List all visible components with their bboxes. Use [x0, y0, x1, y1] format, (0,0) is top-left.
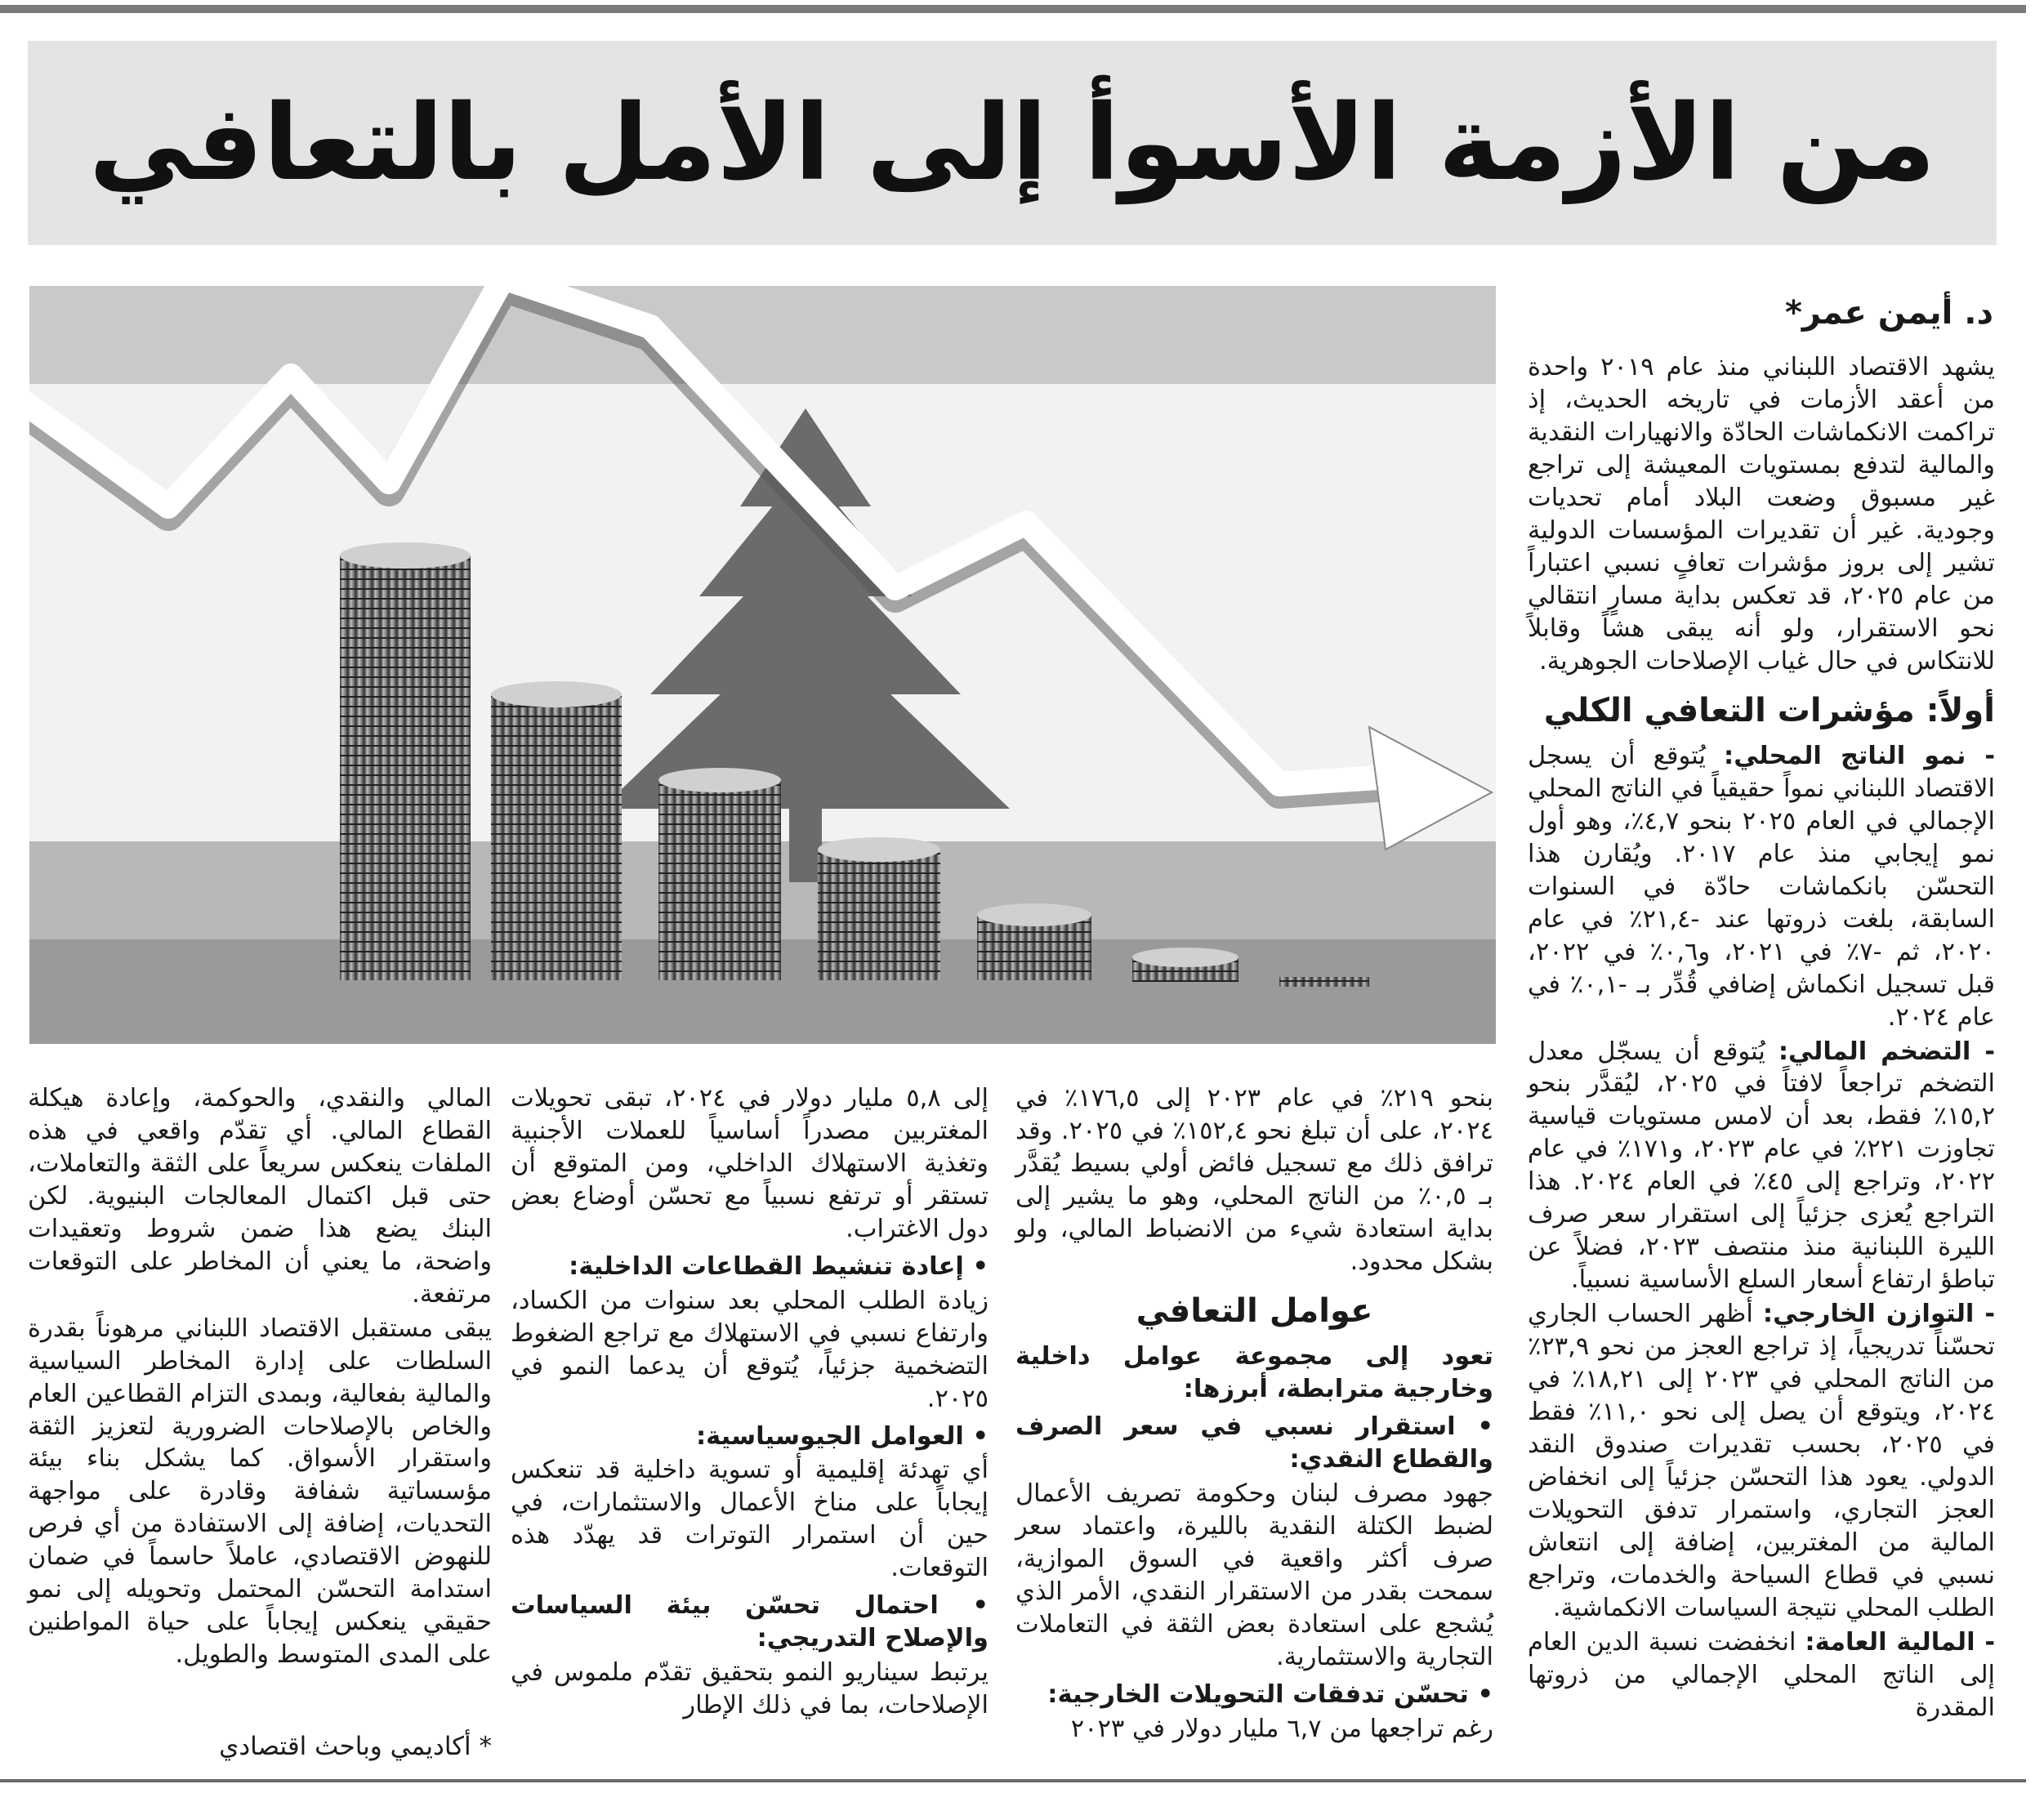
geopolitics-text: أي تهدئة إقليمية أو تسوية داخلية قد تنعكس إيجاباً على مناخ الأعمال والاستثمارات، في حين أن استمرار التوترات قد يهدّد هذه التوقعات. [511, 1456, 989, 1583]
section-heading-factors: عوامل التعافي [1136, 1291, 1373, 1330]
author-footnote: * أكاديمي وباحث اقتصادي [219, 1732, 492, 1761]
external-paragraph [1528, 1298, 1995, 1625]
section-heading-indicators: أولاً: مؤشرات التعافي الكلي [1543, 691, 1995, 729]
exchange-stability-text: جهود مصرف لبنان وحكومة تصريف الأعمال لضبط الكتلة النقدية بالليرة، واعتماد سعر صرف أكثر واقعية في السوق الموازية، سمحت بقدر من الاستقرار النقدي، الأمر الذي يُشجع على استعادة بعض الثقة في التعاملات التجارية والاستثمارية. [1015, 1479, 1493, 1671]
remittances-text: رغم تراجعها من ٦,٧ مليار دولار في ٢٠٢٣ [1070, 1714, 1493, 1743]
column-3 [511, 1082, 989, 1724]
gdp-paragraph [1528, 740, 1995, 1034]
gdp-text: يُتوقع أن يسجل الاقتصاد اللبناني نمواً حقيقياً في الناتج المحلي الإجمالي في العام ٢٠٢٥ بنحو ٤,٧٪، وهو أول نمو إيجابي منذ عام ٢٠١٧. ويُقارن هذا التحسّن بانكماشات حادّة في السنوات السابقة، بلغت ذروتها عند -٢١,٤٪ في عام ٢٠٢٠، ثم -٧٪ في ٢٠٢١، و٠,٦٪ في ٢٠٢٢، قبل تسجيل انكماش إضافي قُدِّر بـ -٠,١٪ في عام ٢٠٢٤. [1528, 741, 1995, 1032]
fiscal-text: انخفضت نسبة الدين العام إلى الناتج المحلي الإجمالي من ذروتها المقدرة [1528, 1627, 1995, 1722]
bullet-policy-reform: • احتمال تحسّن بيئة السياسات والإصلاح التدريجي: [511, 1591, 989, 1653]
gdp-lead: - نمو الناتج المحلي: [1724, 741, 1995, 770]
fiscal-paragraph [1528, 1626, 1995, 1724]
article-photo [29, 286, 1496, 1044]
coin-stack [658, 780, 781, 980]
conclusion-paragraph: يبقى مستقبل الاقتصاد اللبناني مرهوناً بقدرة السلطات على إدارة المخاطر السياسية والمالية بفعالية، وبمدى التزام القطاعين العام والخاص بالإصلاحات الضرورية لتعزيز الثقة واستقرار الأسواق. كما يشكل بناء بيئة مؤسساتية شفافة وقادرة على مواجهة التحديات، إضافة إلى الاستفادة من أي فرص للنهوض الاقتصادي، عاملاً حاسماً في ضمان استدامة التحسّن المحتمل وتحويله إلى نمو حقيقي ينعكس إيجاباً على حياة المواطنين على المدى المتوسط والطويل. [28, 1314, 492, 1670]
headline: من الأزمة الأسوأ إلى الأمل بالتعافي [88, 82, 1936, 204]
coin-stack [818, 850, 940, 980]
inflation-lead: - التضخم المالي: [1778, 1037, 1995, 1066]
coin-stack [491, 694, 622, 980]
coin-stack [1279, 977, 1369, 987]
external-text: أظهر الحساب الجاري تحسّناً تدريجياً، إذ تراجع العجز من نحو ٢٣,٩٪ من الناتج المحلي في ٢٠٢٣ إلى ١٨,٢١٪ في ٢٠٢٤، ويتوقع أن يصل إلى نحو ١١,٠٪ فقط في ٢٠٢٥، بحسب تقديرات صندوق النقد الدولي. يعود هذا التحسّن جزئياً إلى انخفاض العجز التجاري، واستمرار تدفق التحويلات المالية من المغتربين، إضافة إلى انتعاش نسبي في قطاع السياحة والخدمات، وتراجع الطلب المحلي نتيجة السياسات الانكماشية. [1528, 1300, 1995, 1622]
external-lead: - التوازن الخارجي: [1762, 1300, 1996, 1329]
bullet-domestic-sectors: • إعادة تنشيط القطاعات الداخلية: [569, 1251, 989, 1281]
photo-illustration [29, 286, 1496, 1044]
bullet-geopolitics: • العوامل الجيوسياسية: [695, 1421, 989, 1451]
inflation-paragraph [1528, 1036, 1995, 1297]
column-1 [1528, 351, 1995, 1726]
domestic-sectors-text: زيادة الطلب المحلي بعد سنوات من الكساد، وارتفاع نسبي في الاستهلاك مع تراجع الضغوط التضخمية جزئياً، يُتوقع أن يدعما النمو في ٢٠٢٥. [511, 1286, 989, 1413]
top-rule [0, 5, 2026, 13]
bottom-rule [0, 1779, 2026, 1782]
inflation-text: يُتوقع أن يسجّل معدل التضخم تراجعاً لافتاً في ٢٠٢٥، ليُقدَّر بنحو ١٥,٢٪ فقط، بعد أن لامس مستويات قياسية تجاوزت ٢٢١٪ في عام ٢٠٢٣، و١٧١٪ في عام ٢٠٢٢، وتراجع إلى ٤٥٪ في العام ٢٠٢٤. هذا التراجع يُعزى جزئياً إلى استقرار سعر صرف الليرة اللبنانية منذ منتصف ٢٠٢٣، فضلاً عن تباطؤ ارتفاع أسعار السلع الأساسية نسبياً. [1528, 1037, 1995, 1295]
coin-stack [340, 555, 471, 980]
remittances-continued: إلى ٥,٨ مليار دولار في ٢٠٢٤، تبقى تحويلات المغتربين مصدراً أساسياً للعملات الأجنبية وتغذية الاستهلاك الداخلي، ومن المتوقع أن تستقر أو ترتفع نسبياً مع تحسّن أوضاع بعض دول الاغتراب. [511, 1084, 989, 1243]
headline-banner [28, 41, 1997, 245]
byline: د. أيمن عمر* [1784, 294, 1993, 332]
bullet-remittances: • تحسّن تدفقات التحويلات الخارجية: [1047, 1679, 1493, 1709]
fiscal-continued: بنحو ٢١٩٪ في عام ٢٠٢٣ إلى ١٧٦,٥٪ في ٢٠٢٤، على أن تبلغ نحو ١٥٢,٤٪ في ٢٠٢٥. وقد ترافق ذلك مع تسجيل فائض أولي بسيط يُقدَّر بـ ٠,٥٪ من الناتج المحلي، وهو ما يشير إلى بداية استعادة شيء من الانضباط المالي، ولو بشكل محدود. [1015, 1084, 1494, 1276]
reform-continued: المالي والنقدي، والحوكمة، وإعادة هيكلة القطاع المالي. أي تقدّم واقعي في هذه الملفات ينعكس سريعاً على الثقة والتعاملات، حتى قبل اكتمال المعالجات البنيوية. لكن البنك يضع هذا ضمن شروط وتعقيدات واضحة، ما يعني أن المخاطر على التوقعات مرتفعة. [28, 1084, 492, 1309]
factors-intro: تعود إلى مجموعة عوامل داخلية وخارجية مترابطة، أبرزها: [1015, 1342, 1493, 1404]
flag-band-top [29, 286, 1496, 384]
bullet-exchange-stability: • استقرار نسبي في سعر الصرف والقطاع النقدي: [1015, 1412, 1493, 1474]
column-4 [28, 1082, 492, 1673]
policy-reform-text: يرتبط سيناريو النمو بتحقيق تقدّم ملموس في الإصلاحات، بما في ذلك الإطار [511, 1658, 989, 1720]
fiscal-lead: - المالية العامة: [1805, 1627, 1995, 1657]
intro-paragraph: يشهد الاقتصاد اللبناني منذ عام ٢٠١٩ واحدة من أعقد الأزمات في تاريخه الحديث، إذ تراكمت الانكماشات الحادّة والانهيارات النقدية والمالية لتدفع بمستويات المعيشة إلى تراجع غير مسبوق وضعت البلاد أمام تحديات وجودية. غير أن تقديرات المؤسسات الدولية تشير إلى بروز مؤشرات تعافٍ نسبي اعتباراً من عام ٢٠٢٥، قد تعكس بداية مسارٍ انتقالي نحو الاستقرار، ولو أنه يبقى هشاً وقابلاً للانتكاس في حال غياب الإصلاحات الجوهرية. [1528, 353, 1995, 676]
column-2 [1015, 1082, 1493, 1747]
